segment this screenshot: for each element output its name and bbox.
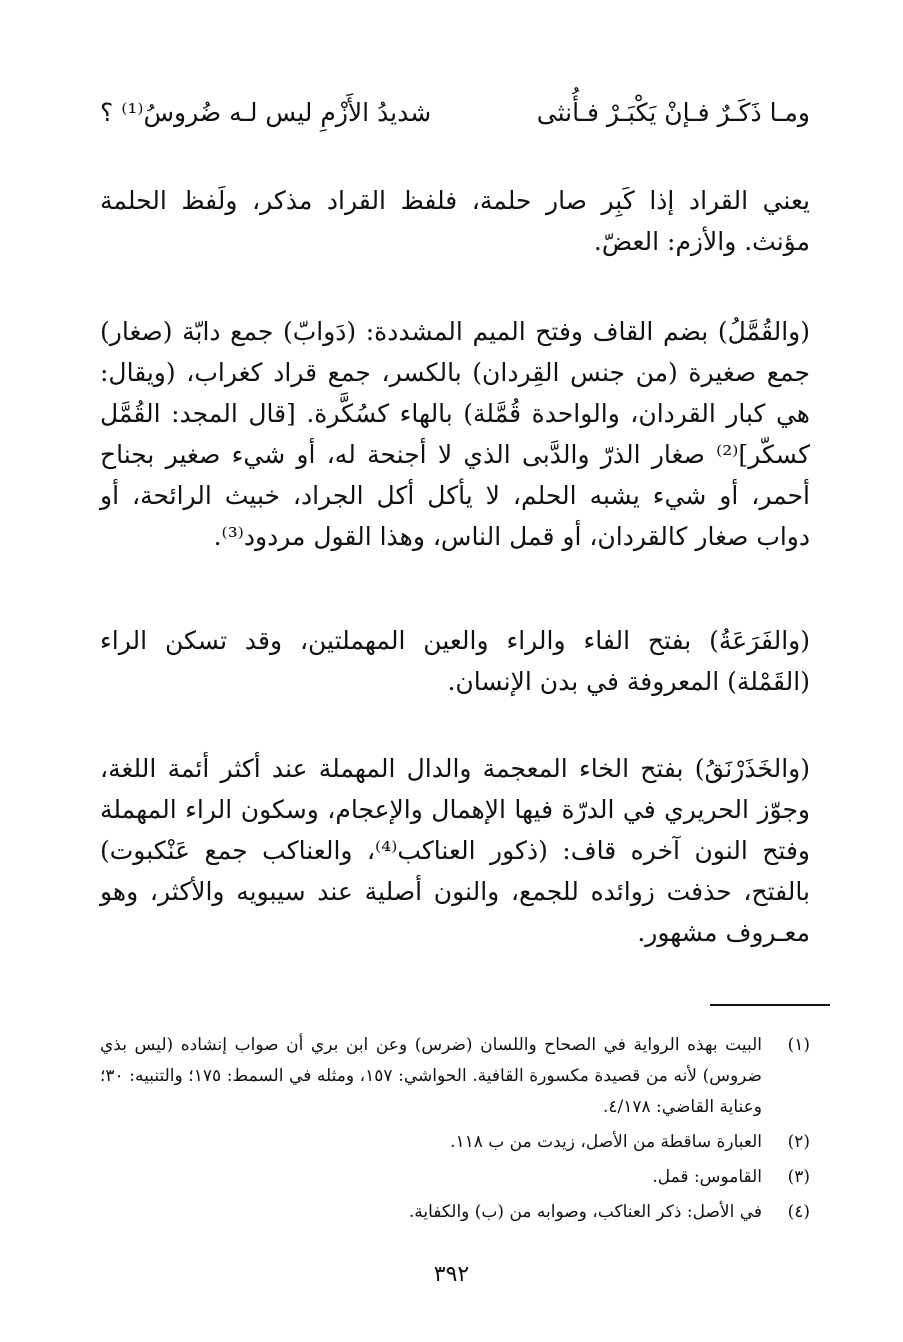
footnote-text: في الأصل: ذكر العناكب، وصوابه من (ب) والكفاية.: [408, 1202, 762, 1222]
footnote-number: (١): [787, 1035, 810, 1055]
footnote-text: العبارة ساقطة من الأصل، زيدت من ب ١١٨.: [450, 1132, 762, 1152]
footnote-number: (٤): [787, 1202, 810, 1222]
paragraph-faraa: (والفَرَعَةُ) بفتح الفاء والراء والعين المهملتين، وقد تسكن الراء (القَمْلة) المعروفة في بدن الإنسان.: [100, 626, 810, 696]
verse-first-hemistich: ومـا ذَكَـرٌ فـإنْ يَكْبَـرْ فـأُنثى: [536, 98, 810, 127]
footnote-number: (٢): [787, 1132, 810, 1152]
verse-second-hemistich: شديدُ الأَزْمِ ليس لـه ضُروسُ⁽¹⁾ ؟: [100, 98, 432, 127]
footnote-item: [100, 1162, 810, 1193]
footnote-separator: [710, 1004, 830, 1006]
page-number: ٣٩٢: [433, 1262, 470, 1287]
footnote-item: [100, 1127, 810, 1158]
footnote-text: القاموس: قمل.: [652, 1167, 762, 1187]
poetry-verse: [100, 92, 810, 142]
paragraph-qummal: (والقُمَّلُ) بضم القاف وفتح الميم المشددة: (دَوابّ) جمع دابّة (صغار) جمع صغيرة (من جنس القِردان) بالكسر، جمع قراد كغراب، (ويقال: هي كبار القردان، والواحدة قُمَّلة) بالهاء كسُكَّرة. [قال المجد: القُمَّل كسكّر]⁽²⁾ صغار الذرّ والدَّبى الذي لا أجنحة له، أو شيء صغير بجناح أحمر، أو شيء يشبه الحلم، لا يأكل أكل الجراد، خبيث الرائحة، أو دواب صغار كالقردان، أو قمل الناس، وهذا القول مردود⁽³⁾.: [100, 317, 810, 551]
footnote-text: البيت بهذه الرواية في الصحاح واللسان (ضرس) وعن ابن بري أن صواب إنشاده (ليس بذي ضروس) لأنه من قصيدة مكسورة القافية. الحواشي: ١٥٧، ومثله في السمط: ١٧٥؛ والتنبيه: ٣٠؛ وعناية القاضي: ٤/١٧٨.: [100, 1035, 762, 1117]
paragraph-khadharnaq: (والخَذَرْنَقُ) بفتح الخاء المعجمة والدال المهملة عند أكثر أئمة اللغة، وجوّز الحريري في الدرّة فيها الإهمال والإعجام، وسكون الراء المهملة وفتح النون آخره قاف: (ذكور العناكب⁽⁴⁾، والعناكب جمع عَنْكبوت) بالفتح، حذفت زوائده للجمع، والنون أصلية عند سيبويه والأكثر، وهو معـروف مشهور.: [100, 754, 810, 947]
footnote-item: [100, 1030, 810, 1123]
footnote-item: [100, 1197, 810, 1228]
footnote-number: (٣): [787, 1167, 810, 1187]
paragraph-explanation: يعني القراد إذا كَبِر صار حلمة، فلفظ القراد مذكر، ولَفظ الحلمة مؤنث. والأزم: العضّ.: [100, 186, 810, 256]
footnotes: [100, 1030, 810, 1232]
